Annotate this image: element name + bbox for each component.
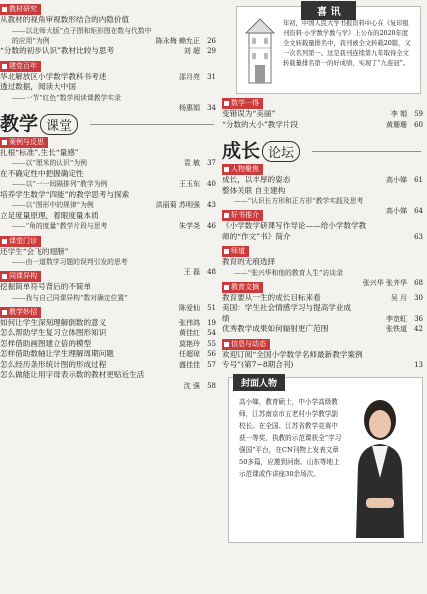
entry-title: 怎样借助数轴让学生理解周期问题 bbox=[0, 349, 114, 358]
entry-page: 42 bbox=[414, 325, 423, 333]
entry-page: 26 bbox=[207, 36, 216, 45]
toc-entry[interactable] bbox=[0, 328, 220, 339]
toc-entry[interactable] bbox=[0, 46, 220, 57]
entry-author: 黄珊珊 bbox=[386, 120, 407, 129]
toc-entry[interactable] bbox=[222, 324, 427, 335]
cover-person-box bbox=[228, 377, 423, 543]
entry-page: 34 bbox=[207, 103, 216, 112]
entry-title: 美国：学生社会情感学习与提高学业成 bbox=[222, 303, 352, 312]
section-label: 同课异构 bbox=[9, 272, 37, 280]
toc-entry[interactable] bbox=[0, 247, 220, 258]
entry-title: 专号”(第7~8期合刊) bbox=[222, 360, 294, 369]
toc-entry[interactable] bbox=[222, 175, 427, 186]
left-column bbox=[0, 0, 220, 390]
section-label: 人物聚焦 bbox=[231, 165, 259, 173]
entry-author: 莫艳玲 bbox=[179, 339, 200, 348]
logo-word: 教学 bbox=[0, 112, 39, 135]
toc-entry[interactable] bbox=[222, 186, 427, 197]
toc-entry[interactable] bbox=[0, 360, 220, 371]
entry-author: 张伟鸿 bbox=[179, 318, 200, 327]
section-label: 教育文摘 bbox=[231, 282, 259, 291]
toc-entry[interactable] bbox=[0, 282, 220, 293]
entry-author: 高小娣 bbox=[386, 176, 407, 184]
entry-author: 王玉东 bbox=[179, 180, 200, 188]
entry-title: 在不确定性中把握确定性 bbox=[0, 168, 84, 178]
entry-page: 56 bbox=[207, 350, 216, 358]
section-label: 师道 bbox=[231, 247, 245, 255]
entry-page: 64 bbox=[414, 207, 423, 215]
toc-entry[interactable] bbox=[0, 190, 220, 201]
teaching-classroom-logo bbox=[0, 109, 220, 133]
entry-page: 43 bbox=[207, 201, 216, 209]
entry-title: 如何让学生深刻理解倒数的意义 bbox=[0, 317, 107, 327]
entry-page: 30 bbox=[414, 293, 423, 302]
entry-author: 沈 强 bbox=[183, 381, 200, 390]
entry-title: 扎根“标准”,生长“量感” bbox=[0, 147, 79, 157]
section-teacher-way bbox=[222, 246, 427, 257]
entry-page: 51 bbox=[207, 303, 216, 312]
entry-title: 立足度量原理，着眼度量本质 bbox=[0, 210, 99, 220]
entry-title: 培养学生数学“四能”的教学思考与探索 bbox=[0, 189, 130, 199]
entry-page: 61 bbox=[414, 176, 423, 184]
entry-title: 怎样借助画图建立倍的模型 bbox=[0, 338, 92, 348]
section-label: 教材研究 bbox=[9, 5, 37, 13]
toc-entry[interactable] bbox=[0, 211, 220, 222]
growth-forum-logo bbox=[222, 136, 427, 160]
entry-title: 怎么做能让用字母表示数的教材更贴近生活 bbox=[0, 370, 145, 379]
entry-page: 48 bbox=[207, 268, 216, 276]
toc-entry[interactable] bbox=[222, 257, 427, 268]
toc-entry[interactable] bbox=[0, 169, 220, 180]
good-news-box bbox=[236, 6, 421, 94]
entry-page: 37 bbox=[207, 159, 216, 167]
entry-page: 59 bbox=[414, 110, 423, 118]
toc-entry[interactable] bbox=[0, 339, 220, 350]
section-label: 好书推介 bbox=[231, 211, 259, 219]
entry-author: 任超琼 bbox=[179, 350, 200, 358]
entry-page: 13 bbox=[414, 361, 423, 369]
toc-entry[interactable] bbox=[222, 221, 427, 232]
entry-title: 挖掘简单符号背后的不简单 bbox=[0, 282, 92, 291]
entry-page: 36 bbox=[414, 314, 423, 323]
entry-title: 师的“作文”书》简介 bbox=[222, 231, 291, 241]
entry-author: 高小娣 bbox=[386, 207, 407, 215]
entry-author: 吴 月 bbox=[390, 293, 407, 302]
entry-page: 68 bbox=[414, 278, 423, 287]
cover-person-bio: 高小娣，教育硕士，中小学高级教师，江苏南京市五老村小学教学副校长。在全国、江苏省教学竞赛中获一等奖，执教的示范课获全“学习强国”平台，在CN刊物上发表文章50多篇，应邀到河南、山东等地上示范课或作讲座30余场次。 bbox=[239, 397, 342, 478]
section-label: 信息与动态 bbox=[231, 339, 266, 348]
toc-entry[interactable] bbox=[222, 109, 427, 120]
entry-title: 怎么帮助学生复习立体图形知识 bbox=[0, 328, 107, 337]
entry-page: 46 bbox=[207, 222, 216, 230]
section-party bbox=[0, 61, 220, 72]
section-math-insight bbox=[222, 98, 427, 109]
section-label: 教学妙招 bbox=[9, 307, 37, 316]
good-news-text: 年初，中国人民大学书报资料中心在《复印报刊资料·小学数学教与学》上公布的2020年度全文转载量排名中，我刊被全文转载20篇，又一次名列第一。这是我刊连续第九年取得全文转载量排名第一的好成绩，实现了“九连冠”。 bbox=[283, 20, 411, 67]
entry-page: 40 bbox=[207, 180, 216, 188]
entry-title: 透过数据，阅读大中国 bbox=[0, 82, 76, 91]
entry-page: 54 bbox=[207, 329, 216, 337]
section-label: 课堂门诊 bbox=[9, 236, 37, 245]
toc-entry[interactable] bbox=[222, 350, 427, 361]
entry-author: 王 磊 bbox=[183, 268, 200, 276]
entry-title: 变错误为“美丽” bbox=[222, 109, 276, 118]
entry-page: 19 bbox=[207, 318, 216, 327]
toc-entry[interactable] bbox=[222, 232, 427, 243]
entry-author: 刘 超 bbox=[183, 47, 200, 55]
entry-sub: ——由一道数学习题的误判引发的思考 bbox=[12, 258, 128, 266]
entry-page: 55 bbox=[207, 339, 216, 348]
right-column bbox=[222, 0, 427, 543]
section-people bbox=[222, 164, 427, 175]
cover-person-title: 封面人物 bbox=[233, 374, 285, 391]
entry-sub: ——一节“红色”数学阅读课教学实录 bbox=[12, 93, 121, 102]
toc-entry[interactable] bbox=[222, 293, 427, 304]
entry-author: 杨惠娟 bbox=[179, 103, 200, 112]
logo-pill: 论坛 bbox=[262, 141, 300, 162]
entry-page: 63 bbox=[414, 232, 423, 241]
entry-page: 60 bbox=[414, 120, 423, 129]
toc-entry[interactable] bbox=[0, 36, 220, 47]
toc-entry bbox=[0, 200, 220, 211]
entry-sub: ——以北师大版“点子图和矩形图在数与代数中 bbox=[12, 26, 152, 35]
entry-sub: ——“角的度量”教学片段与思考 bbox=[12, 222, 108, 230]
entry-title: 优秀教学成果如何辐射更广范围 bbox=[222, 324, 329, 333]
entry-author: 黄佳红 bbox=[179, 329, 200, 337]
toc-entry[interactable] bbox=[0, 82, 220, 93]
entry-title: 整体关联 自主建构 bbox=[222, 185, 286, 195]
entry-title: 华北解放区小学数学教科书考述 bbox=[0, 71, 107, 81]
entry-sub: ——以“一一间隔排列”教学为例 bbox=[12, 180, 108, 188]
entry-title: 成长，以丰厚的姿态 bbox=[222, 175, 291, 184]
entry-sub: ——“张兴华和他的教育人生”访谈录 bbox=[234, 268, 343, 277]
entry-sub: ——“认识长方形和正方形”教学实践及思考 bbox=[234, 197, 364, 205]
entry-author: 陈爱仙 bbox=[179, 303, 200, 312]
entry-author: 邵月亮 bbox=[179, 72, 200, 81]
entry-title: “分数的大小”教学片段 bbox=[222, 119, 299, 129]
entry-title: 还学生“会飞的翅膀” bbox=[0, 246, 69, 256]
section-case bbox=[0, 137, 220, 148]
toc-entry[interactable] bbox=[0, 15, 220, 26]
section-label: 案例与反思 bbox=[9, 137, 44, 146]
entry-sub: ——以“图形中的规律”为例 bbox=[12, 201, 94, 209]
entry-page: 31 bbox=[207, 72, 216, 81]
section-label: 建党百年 bbox=[9, 61, 37, 70]
entry-title: 欢迎订阅“全国小学数学名师最新教学案例 bbox=[222, 349, 363, 359]
entry-sub: ——我与自己同课异构“数对确定位置” bbox=[12, 293, 128, 302]
toc-entry bbox=[0, 179, 220, 190]
toc-entry bbox=[0, 158, 220, 169]
entry-page: 57 bbox=[207, 360, 216, 369]
toc-entry[interactable] bbox=[0, 148, 220, 159]
entry-author: 陈永梅 赖允正 bbox=[155, 36, 200, 45]
entry-page: 29 bbox=[207, 47, 216, 55]
toc-entry[interactable] bbox=[222, 120, 427, 131]
entry-title: 怎么经历条形统计图的形成过程 bbox=[0, 359, 107, 369]
toc-entry bbox=[0, 221, 220, 232]
entry-author: 张兴华 张齐华 bbox=[362, 278, 407, 287]
entry-title: 《小学数学研课写作导论——给小学数学教 bbox=[222, 221, 367, 230]
section-info bbox=[222, 339, 427, 350]
building-illustration bbox=[241, 13, 279, 87]
entry-page: 58 bbox=[207, 381, 216, 390]
entry-author: 李 娟 bbox=[390, 110, 407, 118]
toc-entry[interactable] bbox=[222, 360, 427, 371]
entry-author: 张铁道 bbox=[386, 325, 407, 333]
toc-entry[interactable] bbox=[0, 318, 220, 329]
logo-pill: 课堂 bbox=[40, 114, 78, 135]
section-label: 数学一得 bbox=[231, 99, 259, 107]
cover-person-photo bbox=[344, 386, 416, 538]
entry-author: 洪丽菊 苏明强 bbox=[155, 201, 200, 209]
entry-title: 从教材的视角审视数形结合的内隐价值 bbox=[0, 15, 130, 24]
entry-title: 绩 bbox=[222, 313, 230, 323]
toc-entry[interactable] bbox=[222, 303, 427, 314]
section-teaching-research bbox=[0, 4, 220, 15]
section-clinic bbox=[0, 236, 220, 247]
entry-author: 李宽虹 bbox=[386, 314, 407, 323]
entry-title: 教育要从一生的成长目标来看 bbox=[222, 292, 321, 302]
entry-author: 朱学尧 bbox=[179, 222, 200, 230]
toc-entry[interactable] bbox=[0, 72, 220, 83]
toc-entry[interactable] bbox=[0, 349, 220, 360]
logo-word: 成长 bbox=[222, 140, 261, 162]
entry-sub: 的应用”为例 bbox=[12, 36, 50, 45]
entry-title: “分数的初步认识”教材比较与思考 bbox=[0, 46, 115, 55]
toc-entry[interactable] bbox=[222, 314, 427, 325]
entry-sub: ——以“厘米的认识”为例 bbox=[12, 159, 87, 167]
entry-author: 盛佳佳 bbox=[179, 360, 200, 369]
toc-entry[interactable] bbox=[0, 370, 220, 381]
entry-author: 袁 敏 bbox=[183, 159, 200, 167]
good-news-title: 喜 讯 bbox=[301, 1, 356, 20]
entry-title: 教育的无痕选择 bbox=[222, 257, 276, 266]
